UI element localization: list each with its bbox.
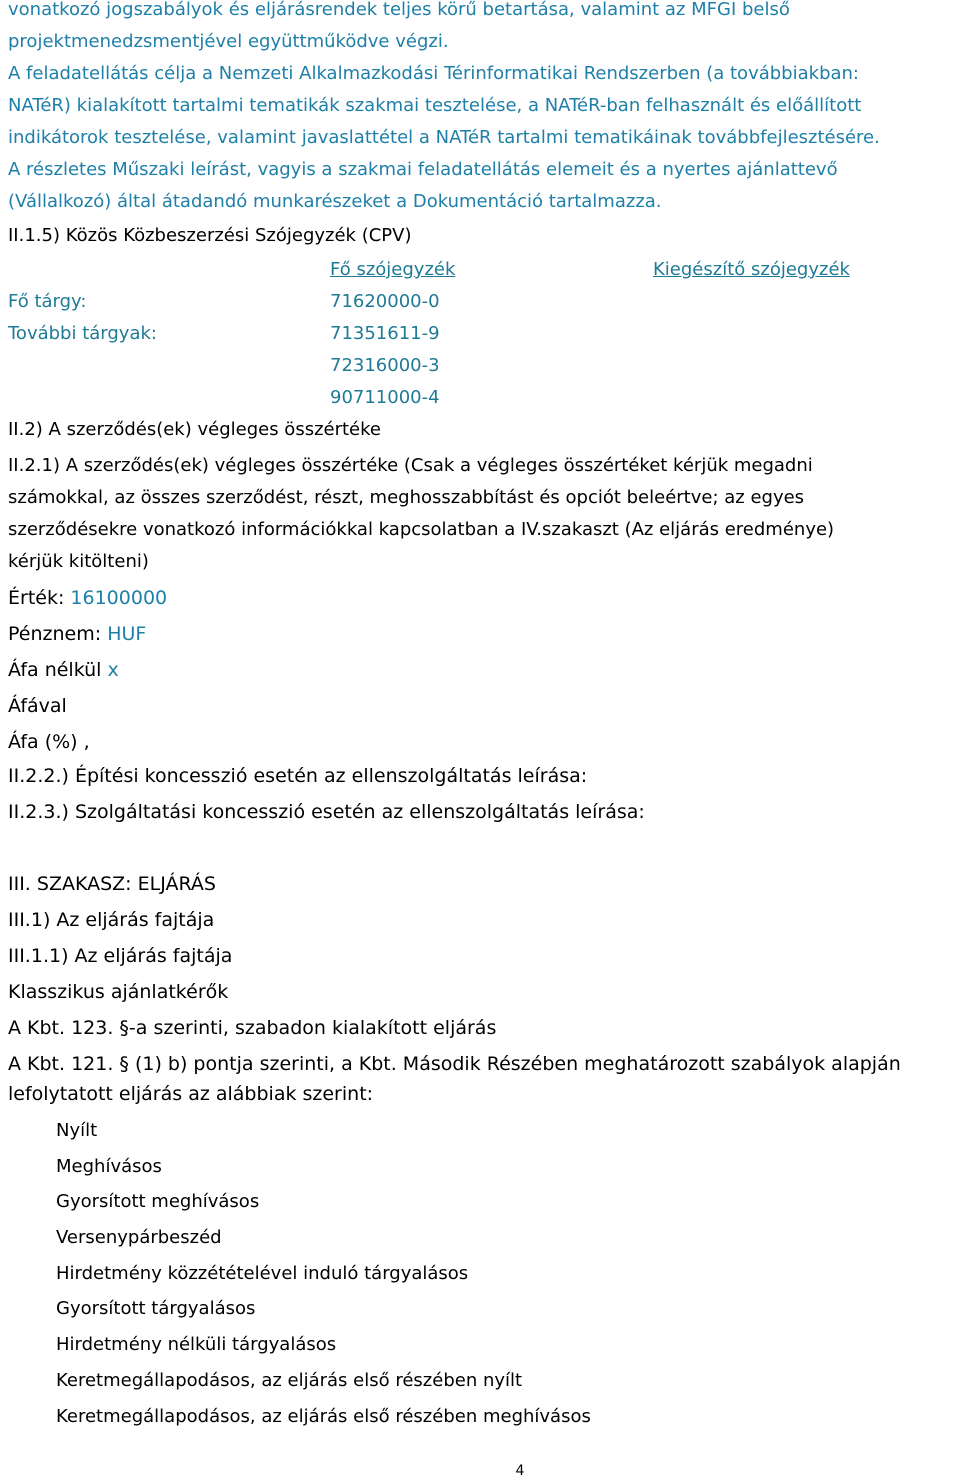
intro-line: NATéR) kialakított tartalmi tematikák szakmai tesztelése, a NATéR-ban felhasznált és előállított — [8, 95, 862, 116]
procedure-option: Meghívásos — [56, 1156, 162, 1177]
value-desc-line: kérjük kitölteni) — [8, 551, 149, 572]
procedure-option: Keretmegállapodásos, az eljárás első részében nyílt — [56, 1370, 523, 1391]
intro-line: projektmenedzsmentjével együttműködve végzi. — [8, 31, 449, 52]
service-concession-line: II.2.3.) Szolgáltatási koncesszió esetén az ellenszolgáltatás leírása: — [8, 801, 645, 823]
afa-nelkul-row — [8, 656, 119, 684]
afa-nelkul-label: Áfa nélkül — [8, 659, 102, 681]
value-heading: II.2) A szerződés(ek) végleges összértéke — [8, 419, 381, 440]
kbt123-line: A Kbt. 123. §-a szerinti, szabadon kialakított eljárás — [8, 1017, 497, 1039]
intro-line: A részletes Műszaki leírást, vagyis a szakmai feladatellátás elemeit és a nyertes ajánlattevő — [8, 159, 838, 180]
ertek-row — [8, 584, 167, 612]
cpv-heading: II.1.5) Közös Közbeszerzési Szójegyzék (CPV) — [8, 225, 412, 246]
afa-percent-label: Áfa (%) , — [8, 731, 90, 753]
intro-line: A feladatellátás célja a Nemzeti Alkalmazkodási Térinformatikai Rendszerben (a továbbiakban: — [8, 63, 859, 84]
penznem-label: Pénznem: — [8, 623, 102, 645]
section3-sub1: III.1) Az eljárás fajtája — [8, 909, 215, 931]
penznem-value: HUF — [107, 623, 147, 645]
procedure-option: Gyorsított tárgyalásos — [56, 1298, 256, 1319]
intro-line: indikátorok tesztelése, valamint javaslattétel a NATéR tartalmi tematikáinak továbbfejlesztésére. — [8, 127, 880, 148]
procedure-option: Gyorsított meghívásos — [56, 1191, 260, 1212]
cpv-other-code: 90711000-4 — [330, 387, 440, 408]
penznem-row — [8, 620, 146, 648]
cpv-main-code: 71620000-0 — [330, 291, 440, 312]
page-number: 4 — [515, 1463, 525, 1479]
kbt121-line: A Kbt. 121. § (1) b) pontja szerinti, a Kbt. Második Részében meghatározott szabályok alapján — [8, 1053, 901, 1075]
afaval-label: Áfával — [8, 695, 67, 717]
procedure-option: Keretmegállapodásos, az eljárás első részében meghívásos — [56, 1406, 591, 1427]
afa-nelkul-value: x — [107, 659, 119, 681]
procedure-option: Nyílt — [56, 1120, 98, 1141]
cpv-main-column-header: Fő szójegyzék — [330, 259, 456, 280]
section3-sub11: III.1.1) Az eljárás fajtája — [8, 945, 233, 967]
cpv-other-code: 72316000-3 — [330, 355, 440, 376]
cpv-main-label: Fő tárgy: — [8, 291, 87, 312]
cpv-extra-column-header: Kiegészítő szójegyzék — [653, 259, 850, 280]
procedure-option: Hirdetmény közzétételével induló tárgyalásos — [56, 1263, 469, 1284]
kbt121-line: lefolytatott eljárás az alábbiak szerint: — [8, 1083, 374, 1105]
ertek-label: Érték: — [8, 587, 65, 609]
value-desc-line: számokkal, az összes szerződést, részt, meghosszabbítást és opciót beleértve; az egyes — [8, 487, 805, 508]
cpv-other-label: További tárgyak: — [8, 323, 157, 344]
value-desc-line: II.2.1) A szerződés(ek) végleges összértéke (Csak a végleges összértéket kérjük megadni — [8, 455, 813, 476]
procedure-option: Versenypárbeszéd — [56, 1227, 222, 1248]
intro-line: (Vállalkozó) által átadandó munkarészeket a Dokumentáció tartalmazza. — [8, 191, 662, 212]
construction-concession-line: II.2.2.) Építési koncesszió esetén az ellenszolgáltatás leírása: — [8, 765, 588, 787]
ertek-value: 16100000 — [70, 587, 168, 609]
section3-title: III. SZAKASZ: ELJÁRÁS — [8, 873, 216, 895]
procedure-option: Hirdetmény nélküli tárgyalásos — [56, 1334, 337, 1355]
value-desc-line: szerződésekre vonatkozó információkkal kapcsolatban a IV.szakaszt (Az eljárás eredménye) — [8, 519, 835, 540]
cpv-other-code: 71351611-9 — [330, 323, 440, 344]
intro-line: vonatkozó jogszabályok és eljárásrendek teljes körű betartása, valamint az MFGI belső — [8, 0, 790, 20]
classic-contracting-label: Klasszikus ajánlatkérők — [8, 981, 229, 1003]
